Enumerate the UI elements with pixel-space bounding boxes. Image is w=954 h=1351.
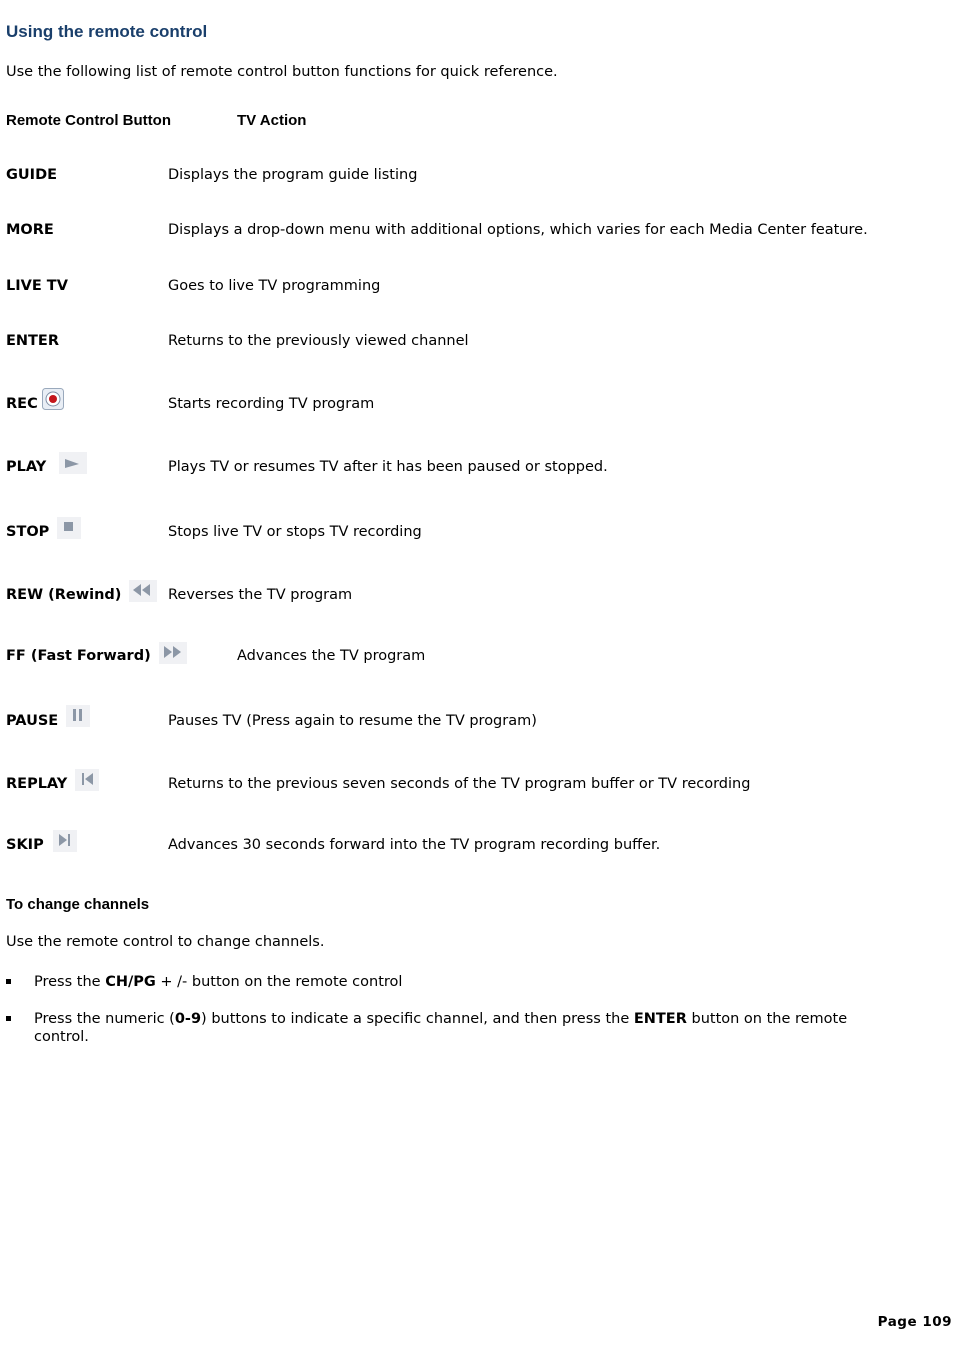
button-name-rec <box>6 396 38 412</box>
button-label: FF (Fast Forward) <box>6 648 151 664</box>
action-rew: Reverses the TV program <box>168 587 353 603</box>
button-label: REW (Rewind) <box>6 587 122 603</box>
button-name-pause <box>6 713 58 729</box>
rewind-icon <box>129 580 157 602</box>
action-rec: Starts recording TV program <box>168 396 375 412</box>
button-label: ENTER <box>6 333 60 349</box>
button-name-live-tv <box>6 278 68 294</box>
section-heading-change-channels: To change channels <box>6 896 150 913</box>
button-name-stop <box>6 524 49 540</box>
button-name-guide <box>6 167 57 183</box>
button-label: SKIP <box>6 837 44 853</box>
stop-icon <box>57 517 81 539</box>
pause-icon <box>66 705 90 727</box>
button-label: REC <box>6 396 38 412</box>
page-number: Page 109 <box>877 1314 952 1330</box>
list-item <box>6 973 899 991</box>
bullet-square-icon <box>6 1016 11 1021</box>
action-pause: Pauses TV (Press again to resume the TV program) <box>168 713 537 729</box>
fast-forward-icon <box>159 642 187 664</box>
button-name-ff <box>6 648 151 664</box>
button-name-rew <box>6 587 121 603</box>
action-play: Plays TV or resumes TV after it has been paused or stopped. <box>168 459 608 475</box>
button-label: GUIDE <box>6 167 58 183</box>
list-item-text: Press the CH/PG + /- button on the remote control <box>34 974 403 990</box>
button-name-skip <box>6 837 44 853</box>
bullet-square-icon <box>6 979 11 984</box>
skip-icon <box>53 830 77 852</box>
action-ff: Advances the TV program <box>237 648 426 664</box>
button-name-more <box>6 222 54 238</box>
button-name-play <box>6 459 46 475</box>
action-stop: Stops live TV or stops TV recording <box>168 524 422 540</box>
change-channels-intro: Use the remote control to change channels. <box>6 934 325 950</box>
list-item-text: Press the numeric (0-9) buttons to indicate a specific channel, and then press the ENTER button on the remote control. <box>34 1011 848 1045</box>
action-guide: Displays the program guide listing <box>168 167 418 183</box>
action-replay: Returns to the previous seven seconds of the TV program buffer or TV recording <box>168 776 751 792</box>
button-label: STOP <box>6 524 50 540</box>
action-skip: Advances 30 seconds forward into the TV program recording buffer. <box>168 837 661 853</box>
button-label: PLAY <box>6 459 47 475</box>
play-icon <box>59 452 87 474</box>
replay-icon <box>75 769 99 791</box>
action-live-tv: Goes to live TV programming <box>168 278 381 294</box>
column-header-button: Remote Control Button <box>6 112 171 129</box>
record-icon <box>42 388 64 410</box>
column-header-action: TV Action <box>237 112 307 129</box>
button-label: MORE <box>6 222 54 238</box>
button-name-replay <box>6 776 67 792</box>
button-label: LIVE TV <box>6 278 68 294</box>
intro-text: Use the following list of remote control button functions for quick reference. <box>6 64 558 80</box>
page-title: Using the remote control <box>6 22 208 41</box>
button-name-enter <box>6 333 59 349</box>
button-label: REPLAY <box>6 776 68 792</box>
action-enter: Returns to the previously viewed channel <box>168 333 469 349</box>
list-item <box>6 1010 899 1046</box>
action-more: Displays a drop-down menu with additional options, which varies for each Media Center feature. <box>168 222 868 238</box>
button-label: PAUSE <box>6 713 59 729</box>
